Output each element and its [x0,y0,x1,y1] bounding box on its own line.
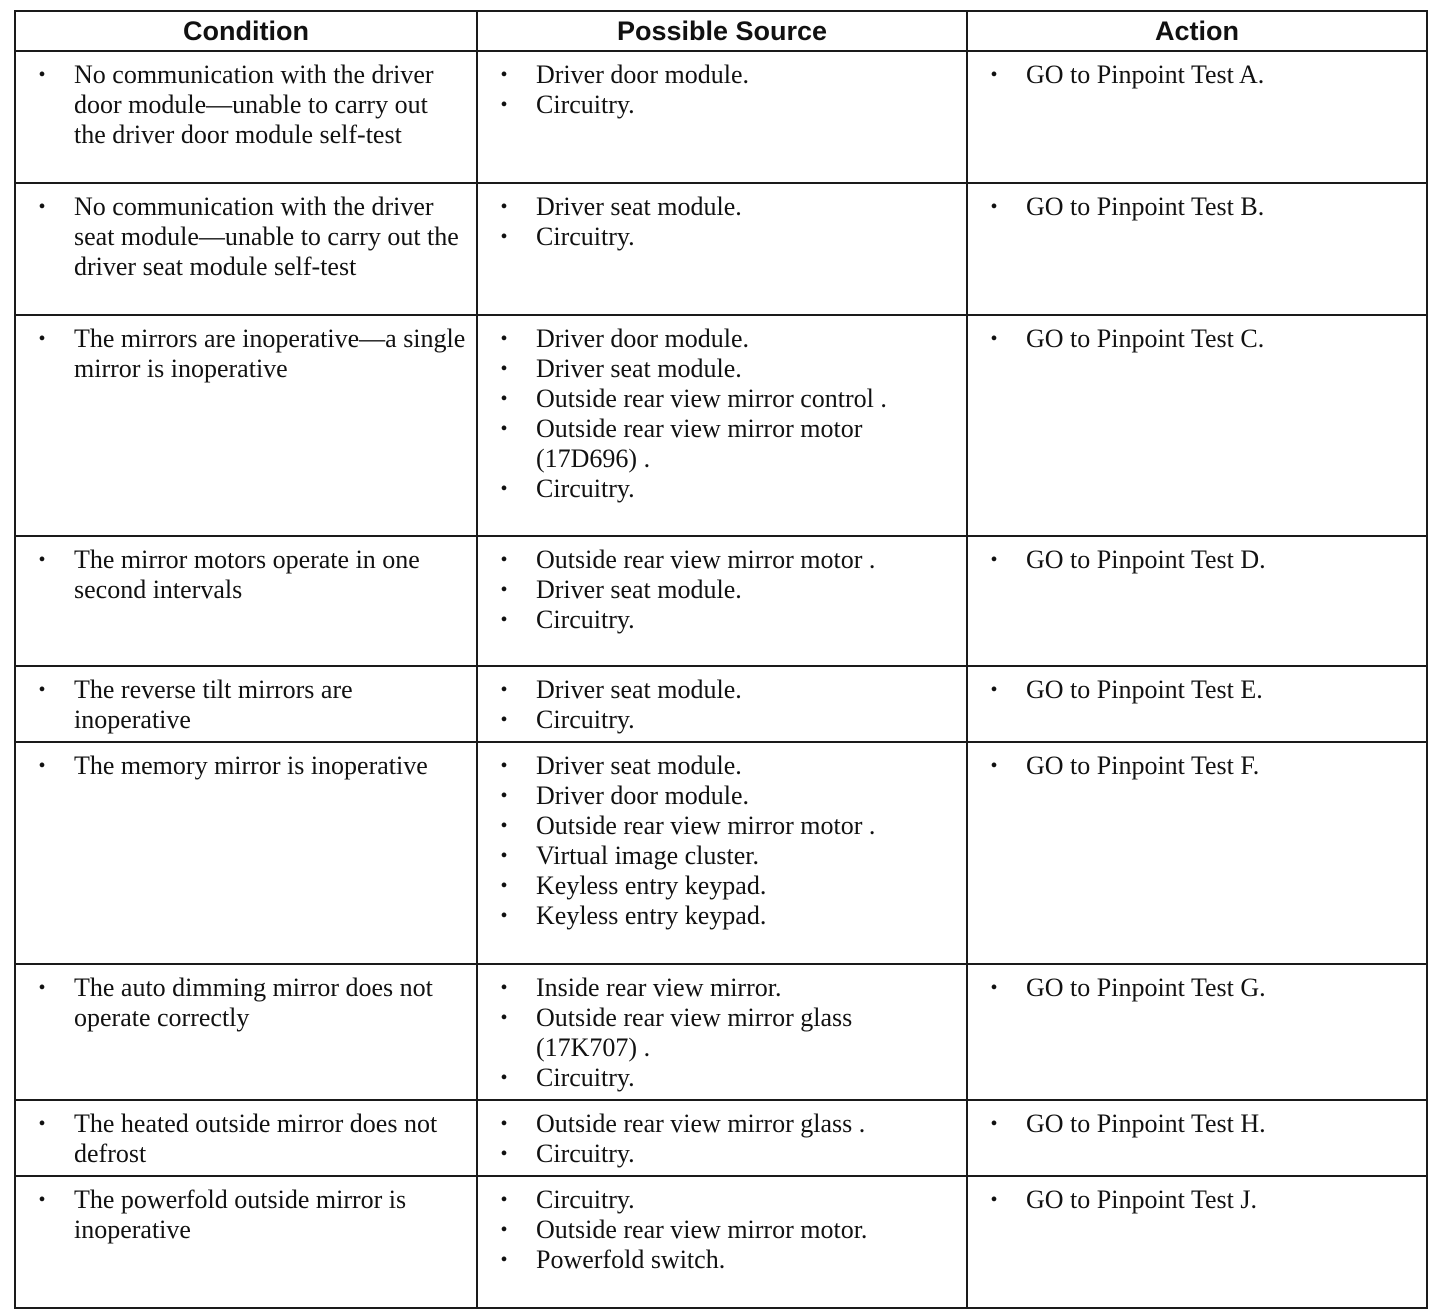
list-item [490,605,956,635]
source-item-text: Circuitry. [536,1063,635,1092]
list-item [490,414,956,474]
list-item [490,901,956,931]
source-item-text: Powerfold switch. [536,1245,726,1274]
list-item [28,545,466,605]
list-item [28,675,466,735]
bullet-icon: • [990,328,998,350]
list-item [490,751,956,781]
bullet-icon: • [500,1219,508,1241]
list-item [28,60,466,150]
source-item-text: Circuitry. [536,1139,635,1168]
action-text: GO to Pinpoint Test C. [1026,324,1265,353]
bullet-list [490,324,956,504]
list-item [28,1185,466,1245]
source-item-text: Driver seat module. [536,575,742,604]
bullet-icon: • [500,64,508,86]
action-text: GO to Pinpoint Test B. [1026,192,1265,221]
possible-source-cell [477,666,967,742]
list-item [980,675,1416,705]
list-item [28,751,466,781]
table-body [15,51,1427,1308]
condition-cell [15,51,477,183]
list-item [490,60,956,90]
condition-text: The mirrors are inoperative—a single mirror is inoperative [74,324,466,383]
action-text: GO to Pinpoint Test G. [1026,973,1266,1002]
action-text: GO to Pinpoint Test F. [1026,751,1260,780]
symptom-chart-table [14,10,1428,1309]
bullet-icon: • [500,1007,508,1029]
bullet-list [28,324,466,384]
condition-cell [15,183,477,315]
list-item [980,545,1416,575]
condition-text: The reverse tilt mirrors are inoperative [74,675,353,734]
list-item [490,1185,956,1215]
source-item-text: Outside rear view mirror motor (17D696) . [536,414,863,473]
source-item-text: Outside rear view mirror control . [536,384,887,413]
list-item [980,751,1416,781]
list-item [490,811,956,841]
list-item [490,222,956,252]
bullet-list [980,324,1416,354]
list-item [490,1139,956,1169]
bullet-icon: • [38,328,46,350]
condition-text: No communication with the driver seat module—unable to carry out the driver seat module self-test [74,192,459,281]
bullet-icon: • [500,418,508,440]
source-item-text: Circuitry. [536,1185,635,1214]
bullet-list [980,751,1416,781]
source-item-text: Keyless entry keypad. [536,901,767,930]
action-cell [967,183,1427,315]
bullet-icon: • [500,196,508,218]
action-cell [967,536,1427,666]
bullet-list [490,675,956,735]
bullet-icon: • [990,679,998,701]
table-header-row [15,11,1427,51]
bullet-icon: • [38,977,46,999]
table-row [15,536,1427,666]
source-item-text: Driver door module. [536,324,750,353]
action-cell [967,51,1427,183]
bullet-list [490,751,956,931]
action-cell [967,964,1427,1100]
bullet-list [28,545,466,605]
list-item [980,1185,1416,1215]
bullet-icon: • [500,709,508,731]
bullet-icon: • [990,977,998,999]
condition-cell [15,964,477,1100]
list-item [490,354,956,384]
table-row [15,1176,1427,1308]
list-item [490,871,956,901]
bullet-list [28,1185,466,1245]
possible-source-cell [477,183,967,315]
bullet-list [980,973,1416,1003]
list-item [490,1063,956,1093]
list-item [490,1003,956,1063]
diagnostic-table-container [14,10,1426,1309]
source-item-text: Driver seat module. [536,354,742,383]
bullet-icon: • [500,815,508,837]
list-item [490,324,956,354]
list-item [490,841,956,871]
bullet-icon: • [990,196,998,218]
action-cell [967,1176,1427,1308]
bullet-icon: • [500,1189,508,1211]
source-item-text: Outside rear view mirror motor . [536,545,876,574]
list-item [490,973,956,1003]
bullet-icon: • [38,1189,46,1211]
list-item [490,384,956,414]
header-action: Action [967,11,1427,51]
bullet-icon: • [500,358,508,380]
action-cell [967,315,1427,536]
bullet-icon: • [38,679,46,701]
bullet-icon: • [38,1113,46,1135]
bullet-icon: • [500,1143,508,1165]
possible-source-cell [477,964,967,1100]
bullet-icon: • [500,845,508,867]
bullet-icon: • [990,64,998,86]
list-item [28,973,466,1033]
source-item-text: Outside rear view mirror motor . [536,811,876,840]
bullet-icon: • [500,328,508,350]
bullet-list [490,1185,956,1275]
header-possible-source: Possible Source [477,11,967,51]
list-item [28,1109,466,1169]
list-item [980,324,1416,354]
bullet-icon: • [500,679,508,701]
bullet-list [28,192,466,282]
bullet-icon: • [500,579,508,601]
list-item [490,90,956,120]
bullet-icon: • [500,609,508,631]
table-row [15,742,1427,964]
source-item-text: Virtual image cluster. [536,841,759,870]
condition-text: The powerfold outside mirror is inoperative [74,1185,407,1244]
source-item-text: Driver seat module. [536,192,742,221]
bullet-list [980,1109,1416,1139]
source-item-text: Outside rear view mirror glass . [536,1109,866,1138]
list-item [490,1109,956,1139]
bullet-list [28,60,466,150]
bullet-list [980,545,1416,575]
bullet-icon: • [500,549,508,571]
condition-text: The memory mirror is inoperative [74,751,428,780]
source-item-text: Outside rear view mirror motor. [536,1215,868,1244]
table-row [15,183,1427,315]
bullet-list [490,60,956,120]
source-item-text: Circuitry. [536,90,635,119]
possible-source-cell [477,315,967,536]
bullet-icon: • [38,64,46,86]
list-item [490,705,956,735]
bullet-list [28,1109,466,1169]
action-cell [967,742,1427,964]
table-row [15,51,1427,183]
bullet-icon: • [500,755,508,777]
bullet-icon: • [500,226,508,248]
list-item [28,192,466,282]
bullet-list [490,192,956,252]
list-item [490,1245,956,1275]
list-item [490,192,956,222]
table-row [15,315,1427,536]
condition-text: No communication with the driver door module—unable to carry out the driver door module self-test [74,60,434,149]
list-item [490,1215,956,1245]
bullet-list [490,973,956,1093]
action-text: GO to Pinpoint Test A. [1026,60,1265,89]
bullet-icon: • [500,875,508,897]
action-text: GO to Pinpoint Test H. [1026,1109,1266,1138]
possible-source-cell [477,1100,967,1176]
bullet-icon: • [38,196,46,218]
bullet-list [980,60,1416,90]
header-condition: Condition [15,11,477,51]
source-item-text: Driver seat module. [536,751,742,780]
source-item-text: Circuitry. [536,605,635,634]
bullet-icon: • [500,388,508,410]
list-item [980,192,1416,222]
table-row [15,666,1427,742]
bullet-icon: • [990,1189,998,1211]
list-item [490,781,956,811]
list-item [980,973,1416,1003]
condition-text: The mirror motors operate in one second intervals [74,545,420,604]
action-text: GO to Pinpoint Test D. [1026,545,1266,574]
condition-cell [15,536,477,666]
bullet-icon: • [990,549,998,571]
source-item-text: Keyless entry keypad. [536,871,767,900]
condition-cell [15,315,477,536]
list-item [490,575,956,605]
bullet-icon: • [990,755,998,777]
bullet-icon: • [500,905,508,927]
condition-cell [15,1176,477,1308]
bullet-list [28,973,466,1033]
bullet-icon: • [38,755,46,777]
condition-text: The heated outside mirror does not defrost [74,1109,438,1168]
bullet-icon: • [500,1067,508,1089]
bullet-list [980,1185,1416,1215]
source-item-text: Inside rear view mirror. [536,973,782,1002]
bullet-icon: • [990,1113,998,1135]
source-item-text: Circuitry. [536,705,635,734]
bullet-icon: • [500,94,508,116]
condition-cell [15,742,477,964]
bullet-icon: • [38,549,46,571]
bullet-list [490,1109,956,1169]
source-item-text: Circuitry. [536,474,635,503]
condition-cell [15,1100,477,1176]
bullet-icon: • [500,785,508,807]
action-text: GO to Pinpoint Test J. [1026,1185,1258,1214]
bullet-list [28,751,466,781]
action-cell [967,666,1427,742]
condition-text: The auto dimming mirror does not operate correctly [74,973,433,1032]
possible-source-cell [477,51,967,183]
bullet-icon: • [500,977,508,999]
bullet-icon: • [500,478,508,500]
list-item [490,474,956,504]
possible-source-cell [477,742,967,964]
list-item [980,60,1416,90]
condition-cell [15,666,477,742]
list-item [980,1109,1416,1139]
action-cell [967,1100,1427,1176]
bullet-icon: • [500,1249,508,1271]
bullet-list [28,675,466,735]
action-text: GO to Pinpoint Test E. [1026,675,1263,704]
possible-source-cell [477,1176,967,1308]
source-item-text: Circuitry. [536,222,635,251]
table-row [15,1100,1427,1176]
bullet-list [980,675,1416,705]
source-item-text: Driver door module. [536,781,750,810]
table-row [15,964,1427,1100]
bullet-list [490,545,956,635]
bullet-icon: • [500,1113,508,1135]
source-item-text: Outside rear view mirror glass (17K707) . [536,1003,853,1062]
list-item [490,545,956,575]
source-item-text: Driver seat module. [536,675,742,704]
bullet-list [980,192,1416,222]
list-item [490,675,956,705]
source-item-text: Driver door module. [536,60,750,89]
list-item [28,324,466,384]
possible-source-cell [477,536,967,666]
